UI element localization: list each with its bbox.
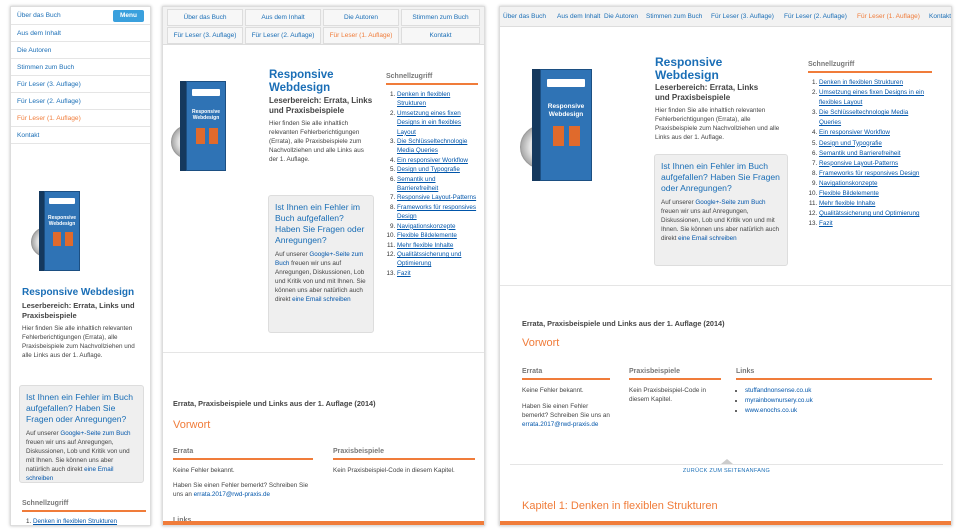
mobile-nav: [11, 7, 150, 144]
mobile-nav-item-3[interactable]: Stimmen zum Buch: [11, 59, 150, 76]
tablet-nav-item-4[interactable]: Für Leser (3. Auflage): [167, 27, 243, 44]
errata-contact: [522, 402, 610, 429]
quick-link[interactable]: Denken in flexiblen Strukturen: [33, 518, 118, 525]
quick-link[interactable]: Design und Typografie: [819, 139, 882, 147]
tablet-nav-item-7[interactable]: Kontakt: [401, 27, 480, 44]
praxis-text: Kein Praxisbeispiel-Code in diesem Kapitel.: [629, 387, 707, 403]
back-to-top-label: ZURÜCK ZUM SEITENANFANG: [682, 468, 771, 474]
section-title: Errata, Praxisbeispiele und Links aus der 1. Auflage (2014): [522, 319, 725, 328]
question-box: [19, 385, 144, 483]
quick-link[interactable]: Frameworks für responsives Design: [819, 169, 920, 177]
page-subtitle: Leserbereich: Errata, Links und Praxisbeispiele: [269, 96, 373, 115]
book-title-top: Responsive: [47, 215, 77, 221]
quick-link[interactable]: Fazit: [397, 269, 411, 277]
praxis-heading: Praxisbeispiele: [333, 448, 475, 460]
errata-contact: [173, 481, 313, 499]
tablet-nav: [163, 7, 485, 45]
divider: [163, 352, 485, 353]
quick-link[interactable]: Umsetzung eines fixen Designs in ein flexibles Layout: [397, 109, 462, 136]
book-title-top: Responsive: [191, 109, 221, 115]
mobile-nav-item-1[interactable]: Aus dem Inhalt: [11, 25, 150, 42]
quick-link[interactable]: Responsive Layout-Patterns: [397, 194, 477, 202]
desktop-nav-item-6[interactable]: Für Leser (1. Auflage): [857, 13, 920, 20]
quick-link[interactable]: Die Schlüsseltechnologie Media Queries: [819, 109, 909, 127]
book-title-bottom: Webdesign: [192, 115, 220, 121]
praxis-text: Kein Praxisbeispiel-Code in diesem Kapitel.: [333, 467, 455, 474]
question-heading: Ist Ihnen ein Fehler im Buch aufgefallen? Haben Sie Fragen oder Anregungen?: [26, 392, 133, 424]
quick-link[interactable]: Denken in flexiblen Strukturen: [397, 91, 451, 108]
page-title: Responsive Webdesign: [269, 69, 334, 94]
back-to-top-divider: [510, 464, 943, 465]
accent-stripe: [163, 521, 485, 525]
quick-link[interactable]: Fazit: [819, 220, 833, 228]
intro-text: Hier finden Sie alle inhaltlich relevanten Fehlerberichtigungen (Errata), alle Praxisbeispiele zum Nachvollziehen und alle Links aus der 1. Auflage.: [22, 325, 135, 359]
errata-text: Keine Fehler bekannt.: [522, 387, 584, 394]
intro-text: Hier finden Sie alle inhaltlich relevanten Fehlerberichtigungen (Errata), alle Praxisbeispiele zum Nachvollziehen und alle Links aus der 1. Auflage.: [655, 107, 780, 141]
desktop-nav-item-1[interactable]: Aus dem Inhalt: [557, 13, 601, 20]
quick-link[interactable]: Flexible Bildelemente: [397, 232, 457, 240]
question-text: Auf unserer: [275, 251, 308, 258]
quick-link[interactable]: Navigationskonzepte: [397, 222, 456, 230]
chapter-heading: Kapitel 1: Denken in flexiblen Strukturen: [522, 500, 718, 512]
back-to-top[interactable]: [500, 459, 952, 474]
quick-link[interactable]: Flexible Bildelemente: [819, 190, 879, 198]
desktop-nav-item-7[interactable]: Kontakt: [929, 13, 952, 20]
tablet-nav-item-0[interactable]: Über das Buch: [167, 9, 243, 26]
desktop-nav-item-0[interactable]: Über das Buch: [503, 13, 546, 20]
quick-link[interactable]: Umsetzung eines fixen Designs in ein flexibles Layout: [819, 89, 925, 107]
quick-link[interactable]: Responsive Layout-Patterns: [819, 159, 899, 167]
external-link[interactable]: myrainbownursery.co.uk: [745, 397, 813, 404]
links-heading: Links: [736, 368, 932, 380]
quick-access-list: [386, 90, 478, 278]
quick-link[interactable]: Frameworks für responsives Design: [397, 203, 477, 221]
google-plus-link[interactable]: Google+-Seite zum Buch: [695, 199, 766, 206]
question-box: [654, 154, 788, 266]
vorwort-heading: Vorwort: [522, 337, 560, 349]
question-text: freuen wir uns auf Anregungen, Diskussionen, Lob und Kritik von und mit Ihnen. Sie können uns aber natürlich auch direkt: [26, 439, 130, 473]
quick-link[interactable]: Die Schlüsseltechnologie Media Queries: [397, 138, 468, 155]
quick-link[interactable]: Navigationskonzepte: [819, 179, 878, 187]
quick-link[interactable]: Semantik und Barrierefreiheit: [397, 175, 439, 193]
desktop-nav-item-3[interactable]: Stimmen zum Buch: [646, 13, 703, 20]
quick-access-heading: Schnellzugriff: [386, 73, 478, 85]
errata-email-link[interactable]: errata.2017@rwd-praxis.de: [193, 491, 271, 498]
errata-contact-text: Haben Sie einen Fehler bemerkt? Schreiben Sie uns an: [522, 403, 610, 419]
desktop-nav-item-5[interactable]: Für Leser (2. Auflage): [784, 13, 847, 20]
quick-link[interactable]: Qualitätssicherung und Optimierung: [397, 250, 462, 268]
question-text: freuen wir uns auf Anregungen, Diskussionen, Lob und Kritik von und mit Ihnen. Sie können uns aber natürlich auch direkt: [275, 260, 366, 303]
errata-heading: Errata: [173, 448, 313, 460]
mobile-nav-item-0[interactable]: [11, 7, 150, 25]
desktop-nav-item-4[interactable]: Für Leser (3. Auflage): [711, 13, 774, 20]
page-title: Responsive Webdesign: [655, 55, 723, 82]
tablet-view: [162, 6, 485, 526]
intro-text: Hier finden Sie alle inhaltlich relevanten Fehlerberichtigungen (Errata), alle Praxisbeispiele zum Nachvollziehen und alle Links aus der 1. Auflage.: [269, 120, 364, 163]
book-cover-image: [520, 65, 596, 185]
page-title: Responsive Webdesign: [22, 287, 135, 298]
quick-access-heading: Schnellzugriff: [808, 61, 932, 73]
page-subtitle: Leserbereich: Errata, Links und Praxisbeispiele: [655, 83, 759, 102]
section-title: Errata, Praxisbeispiele und Links aus der 1. Auflage (2014): [173, 399, 376, 408]
quick-link[interactable]: Denken in flexiblen Strukturen: [819, 79, 904, 86]
email-link[interactable]: eine Email schreiben: [26, 466, 114, 482]
quick-access-list: [808, 78, 932, 229]
external-link[interactable]: stuffandnonsense.co.uk: [745, 387, 812, 394]
book-title-top: Responsive: [547, 103, 585, 110]
quick-access-list: [22, 517, 146, 526]
desktop-nav: [500, 7, 952, 27]
praxis-heading: Praxisbeispiele: [629, 368, 721, 380]
errata-heading: Errata: [522, 368, 610, 380]
question-box: [268, 195, 374, 333]
quick-link[interactable]: Mehr flexible Inhalte: [819, 200, 876, 208]
book-cover-image: [171, 79, 227, 174]
tablet-nav-item-2[interactable]: Die Autoren: [323, 9, 399, 26]
mobile-nav-item-6[interactable]: Für Leser (1. Auflage): [11, 110, 150, 127]
errata-contact-text: Haben Sie einen Fehler bemerkt? Schreiben Sie uns an: [173, 482, 309, 498]
google-plus-link[interactable]: Google+-Seite zum Buch: [60, 430, 131, 437]
question-text: Auf unserer: [661, 199, 694, 206]
mobile-nav-item-2[interactable]: Die Autoren: [11, 42, 150, 59]
google-plus-link[interactable]: Google+-Seite zum Buch: [275, 251, 364, 267]
quick-link[interactable]: Qualitätssicherung und Optimierung: [819, 210, 920, 218]
errata-email-link[interactable]: errata.2017@rwd-praxis.de: [522, 421, 599, 428]
quick-link[interactable]: Ein responsiver Workflow: [819, 129, 890, 137]
email-link[interactable]: eine Email schreiben: [292, 296, 351, 303]
book-title-bottom: Webdesign: [548, 111, 584, 118]
divider: [500, 285, 952, 286]
quick-link[interactable]: Mehr flexible Inhalte: [397, 241, 454, 249]
book-title-bottom: Webdesign: [48, 221, 76, 227]
accent-stripe: [500, 521, 952, 525]
menu-button[interactable]: Menu: [113, 10, 144, 22]
tablet-nav-item-5[interactable]: Für Leser (2. Auflage): [245, 27, 321, 44]
book-cover-image: [31, 189, 81, 274]
mobile-view: [10, 6, 151, 526]
tablet-nav-item-1[interactable]: Aus dem Inhalt: [245, 9, 321, 26]
errata-text: Keine Fehler bekannt.: [173, 467, 235, 474]
desktop-view: [499, 6, 952, 526]
email-link[interactable]: eine Email schreiben: [678, 235, 737, 242]
page-subtitle: Leserbereich: Errata, Links und Praxisbeispiele: [22, 301, 135, 320]
vorwort-heading: Vorwort: [173, 419, 211, 431]
quick-link[interactable]: Design und Typografie: [397, 166, 460, 174]
mobile-nav-item-7[interactable]: Kontakt: [11, 127, 150, 144]
links-list: [736, 386, 932, 416]
quick-access-heading: Schnellzugriff: [22, 500, 146, 512]
tablet-nav-item-6[interactable]: Für Leser (1. Auflage): [323, 27, 399, 44]
mobile-nav-label: Über das Buch: [17, 12, 61, 19]
question-heading: Ist Ihnen ein Fehler im Buch aufgefallen? Haben Sie Fragen oder Anregungen?: [661, 161, 780, 193]
quick-link[interactable]: Ein responsiver Workflow: [397, 156, 468, 164]
mobile-nav-item-5[interactable]: Für Leser (2. Auflage): [11, 93, 150, 110]
question-text: freuen wir uns auf Anregungen, Diskussionen, Lob und Kritik von und mit Ihnen. Sie können uns aber natürlich auch direkt: [661, 208, 779, 242]
tablet-nav-item-3[interactable]: Stimmen zum Buch: [401, 9, 480, 26]
mobile-nav-item-4[interactable]: Für Leser (3. Auflage): [11, 76, 150, 93]
desktop-nav-item-2[interactable]: Die Autoren: [604, 13, 638, 20]
quick-link[interactable]: Semantik und Barrierefreiheit: [819, 149, 901, 157]
question-text: Auf unserer: [26, 430, 59, 437]
question-heading: Ist Ihnen ein Fehler im Buch aufgefallen? Haben Sie Fragen oder Anregungen?: [275, 202, 365, 245]
external-link[interactable]: www.enochs.co.uk: [745, 407, 798, 414]
